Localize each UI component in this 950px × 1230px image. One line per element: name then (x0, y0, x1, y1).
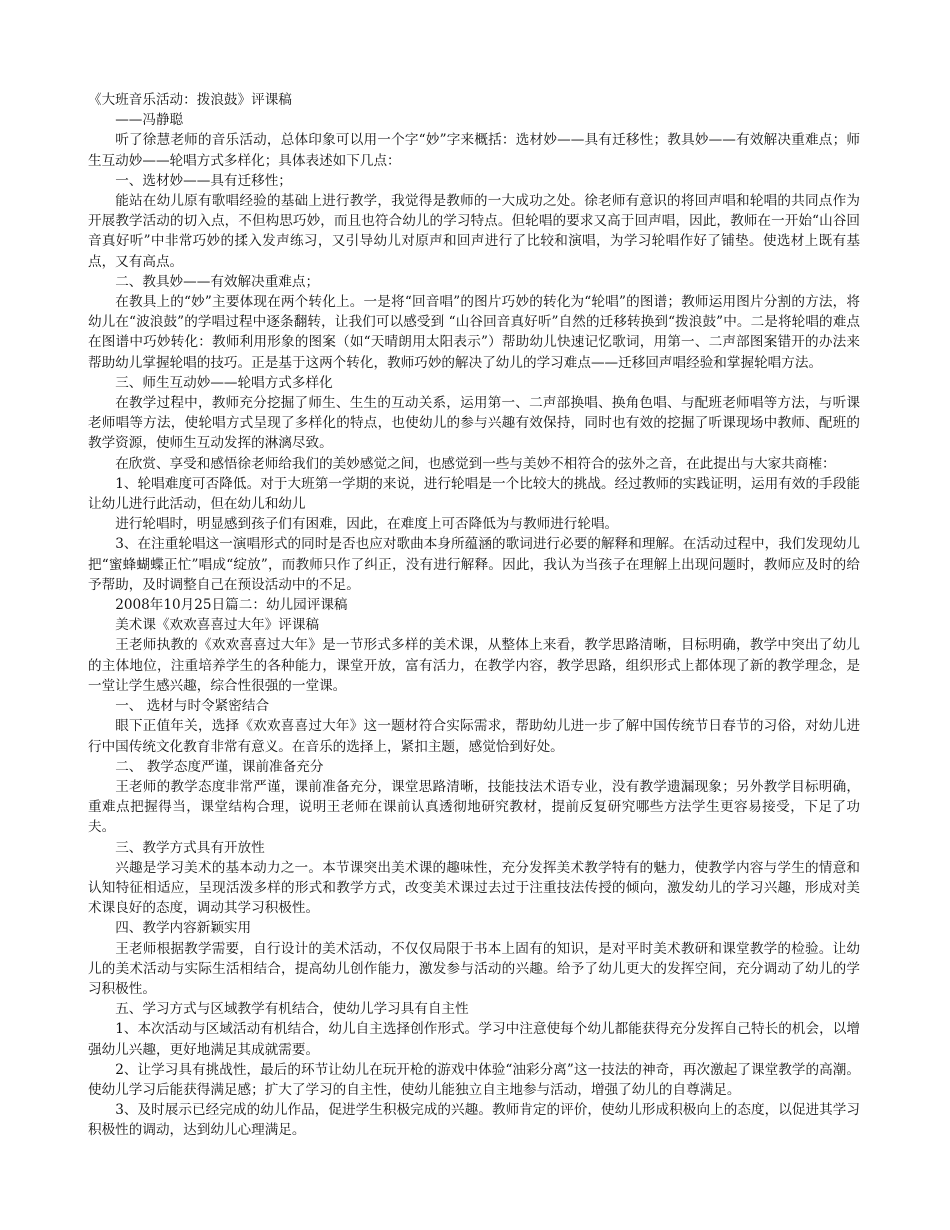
paragraph: 王老师根据教学需要，自行设计的美术活动，不仅仅局限于书本上固有的知识，是对平时美术教研和课堂教学的检验。让幼儿的美术活动与实际生活相结合，提高幼儿创作能力，激发参与活动的兴趣。给予了幼儿更大的发挥空间，充分调动了幼儿的学习积极性。 (88, 940, 860, 997)
document-title: 《大班音乐活动：拨浪鼓》评课稿 (88, 92, 292, 108)
paragraph: 眼下正值年关，选择《欢欢喜喜过大年》这一题材符合实际需求，帮助幼儿进一步了解中国传统节日春节的习俗，对幼儿进行中国传统文化教育非常有意义。在音乐的选择上，紧扣主题，感觉恰到好处。 (88, 718, 860, 755)
paragraph: 听了徐慧老师的音乐活动，总体印象可以用一个字“妙”字来概括：选材妙——具有迁移性；教具妙——有效解决重难点；师生互动妙——轮唱方式多样化；具体表述如下几点： (88, 132, 860, 169)
list-item: 3、在注重轮唱这一演唱形式的同时是否也应对歌曲本身所蕴涵的歌词进行必要的解释和理解。在活动过程中，我们发现幼儿把“蜜蜂蝴蝶正忙”唱成“绽放”，而教师只作了纠正，没有进行解释。因此，我认为当孩子在理解上出现问题时，教师应及时的给予帮助，及时调整自己在预设活动中的不足。 (88, 536, 860, 593)
section-heading: 一、 选材与时令紧密结合 (115, 698, 270, 715)
list-item: 2、让学习具有挑战性，最后的环节让幼儿在玩开枪的游戏中体验“油彩分离”这一技法的神奇，再次激起了课堂教学的高潮。使幼儿学习后能获得满足感；扩大了学习的自主性，使幼儿能独立自主地参与活动，增强了幼儿的自尊满足。 (88, 1061, 860, 1098)
list-item: 1、本次活动与区域活动有机结合，幼儿自主选择创作形式。学习中注意使每个幼儿都能获得充分发挥自己特长的机会，以增强幼儿兴趣，更好地满足其成就需要。 (88, 1021, 860, 1058)
paragraph: 进行轮唱时，明显感到孩子们有困难，因此，在难度上可否降低为与教师进行轮唱。 (115, 516, 619, 533)
section-heading: 三、教学方式具有开放性 (115, 839, 265, 856)
paragraph: 兴趣是学习美术的基本动力之一。本节课突出美术课的趣味性，充分发挥美术教学特有的魅力，使教学内容与学生的情意和认知特征相适应，呈现活泼多样的形式和教学方式，改变美术课过去过于注重技法传授的倾向，激发幼儿的学习兴趣，形成对美术课良好的态度，调动其学习积极性。 (88, 859, 860, 917)
author-line: ——冯静聪 (115, 112, 184, 129)
paragraph: 能站在幼儿原有歌唱经验的基础上进行教学，我觉得是教师的一大成功之处。徐老师有意识的将回声唱和轮唱的共同点作为开展教学活动的切入点，不但构思巧妙，而且也符合幼儿的学习特点。但轮唱的要求又高于回声唱，因此，教师在一开始“山谷回音真好听”中非常巧妙的揉入发声练习，又引导幼儿对原声和回声进行了比较和演唱，为学习轮唱作好了铺垫。使选材上既有基点，又有高点。 (88, 193, 860, 270)
list-item: 1、轮唱难度可否降低。对于大班第一学期的来说，进行轮唱是一个比较大的挑战。经过教师的实践证明，运用有效的手段能让幼儿进行此活动，但在幼儿和幼儿 (88, 475, 860, 513)
list-item: 3、及时展示已经完成的幼儿作品，促进学生积极完成的兴趣。教师肯定的评价，使幼儿形成积极向上的态度，以促进其学习积极性的调动，达到幼儿心理满足。 (88, 1102, 860, 1139)
subtitle: 美术课《欢欢喜喜过大年》评课稿 (115, 617, 320, 634)
paragraph: 在教学过程中，教师充分挖掘了师生、生生的互动关系，运用第一、二声部换唱、换角色唱、与配班老师唱等方法，与听课老师唱等方法，使轮唱方式呈现了多样化的特点，也使幼儿的参与兴趣有效保持，同时也有效的挖掘了听课现场中教师、配班的教学资源，使师生互动发挥的淋漓尽致。 (88, 395, 860, 452)
paragraph: 王老师执教的《欢欢喜喜过大年》是一节形式多样的美术课，从整体上来看，教学思路清晰，目标明确，教学中突出了幼儿的主体地位，注重培养学生的各种能力，课堂开放，富有活力，在教学内容，教学思路，组织形式上都体现了新的教学理念，是一堂让学生感兴趣，综合性很强的一堂课。 (88, 637, 860, 694)
section-heading: 二、 教学态度严谨，课前准备充分 (115, 758, 324, 775)
section-heading: 一、选材妙——具有迁移性； (115, 172, 292, 189)
paragraph: 在教具上的“妙”主要体现在两个转化上。一是将“回音唱”的图片巧妙的转化为“轮唱”的图谱；教师运用图片分割的方法，将幼儿在“波浪鼓”的学唱过程中逐条翻转，让我们可以感受到 “山谷回音真好听”自然的迁移转换到“拨浪鼓”中。二是将轮唱的难点在图谱中巧妙转化：教师利用形象的图案（如“天晴朗用太阳表示”）帮助幼儿快速记忆歌词，用第一、二声部图案错开的办法来帮助幼儿掌握轮唱的技巧。正是基于这两个转化，教师巧妙的解决了幼儿的学习难点——迁移回声唱经验和掌握轮唱方法。 (88, 294, 860, 371)
section-heading: 二、教具妙——有效解决重难点； (115, 273, 320, 290)
section-heading: 五、学习方式与区域教学有机结合，使幼儿学习具有自主性 (115, 1001, 469, 1018)
section-heading: 三、师生互动妙——轮唱方式多样化 (115, 374, 333, 391)
document-page (88, 90, 860, 1141)
date-line: 2008年10月25日篇二：幼儿园评课稿 (115, 597, 348, 614)
paragraph: 王老师的教学态度非常严谨，课前准备充分，课堂思路清晰，技能技法术语专业，没有教学遗漏现象；另外教学目标明确，重难点把握得当，课堂结构合理，说明王老师在课前认真透彻地研究教材，提前反复研究哪些方法学生更容易接受，下足了功夫。 (88, 778, 860, 836)
paragraph: 在欣赏、享受和感悟徐老师给我们的美妙感觉之间，也感觉到一些与美妙不相符合的弦外之音，在此提出与大家共商榷： (115, 455, 836, 472)
section-heading: 四、教学内容新颖实用 (115, 920, 252, 937)
